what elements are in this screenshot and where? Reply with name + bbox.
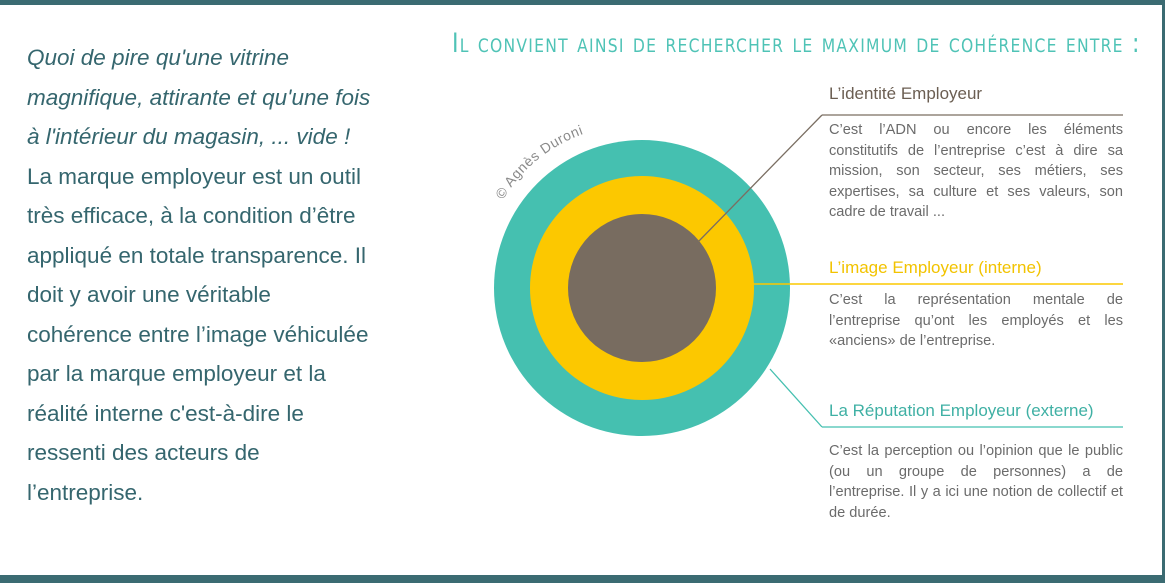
image-text: C’est la représentation mentale de l’entreprise qu’ont les employés et les «anciens» de l’entreprise.: [829, 292, 1123, 349]
identity-title: L’identité Employeur: [829, 84, 983, 103]
intro-body: La marque employeur est un outil très efficace, à la condition d’être appliqué en totale transparence. Il doit y avoir une véritable cohérence entre l’image véhiculée par la marque employeur et la réalité interne c'est-à-dire le ressenti des acteurs de l’entreprise.: [27, 163, 369, 505]
reputation-title: La Réputation Employeur (externe): [829, 401, 1094, 420]
intro-italic: Quoi de pire qu'une vitrine magnifique, attirante et qu'une fois à l'intérieur du magasin, ... vide !: [27, 45, 371, 149]
inner-circle-identity: [568, 214, 716, 362]
connector-reputation: [770, 369, 822, 427]
diagram-heading: Il convient ainsi de rechercher le maximum de cohérence entre :: [452, 28, 1141, 59]
copyright-text: © Agnès Duroni: [491, 121, 586, 202]
identity-text: C’est l’ADN ou encore les éléments constitutifs de l’entreprise c’est à dire sa mission, son secteur, ses métiers, ses expertises, sa culture et ses valeurs, son cadre de travail ...: [829, 122, 1123, 220]
reputation-text: C’est la perception ou l’opinion que le public (ou un groupe de personnes) a de l’entreprise. Il y a ici une notion de collectif et de durée.: [829, 443, 1123, 521]
image-title: L’image Employeur (interne): [829, 258, 1042, 277]
